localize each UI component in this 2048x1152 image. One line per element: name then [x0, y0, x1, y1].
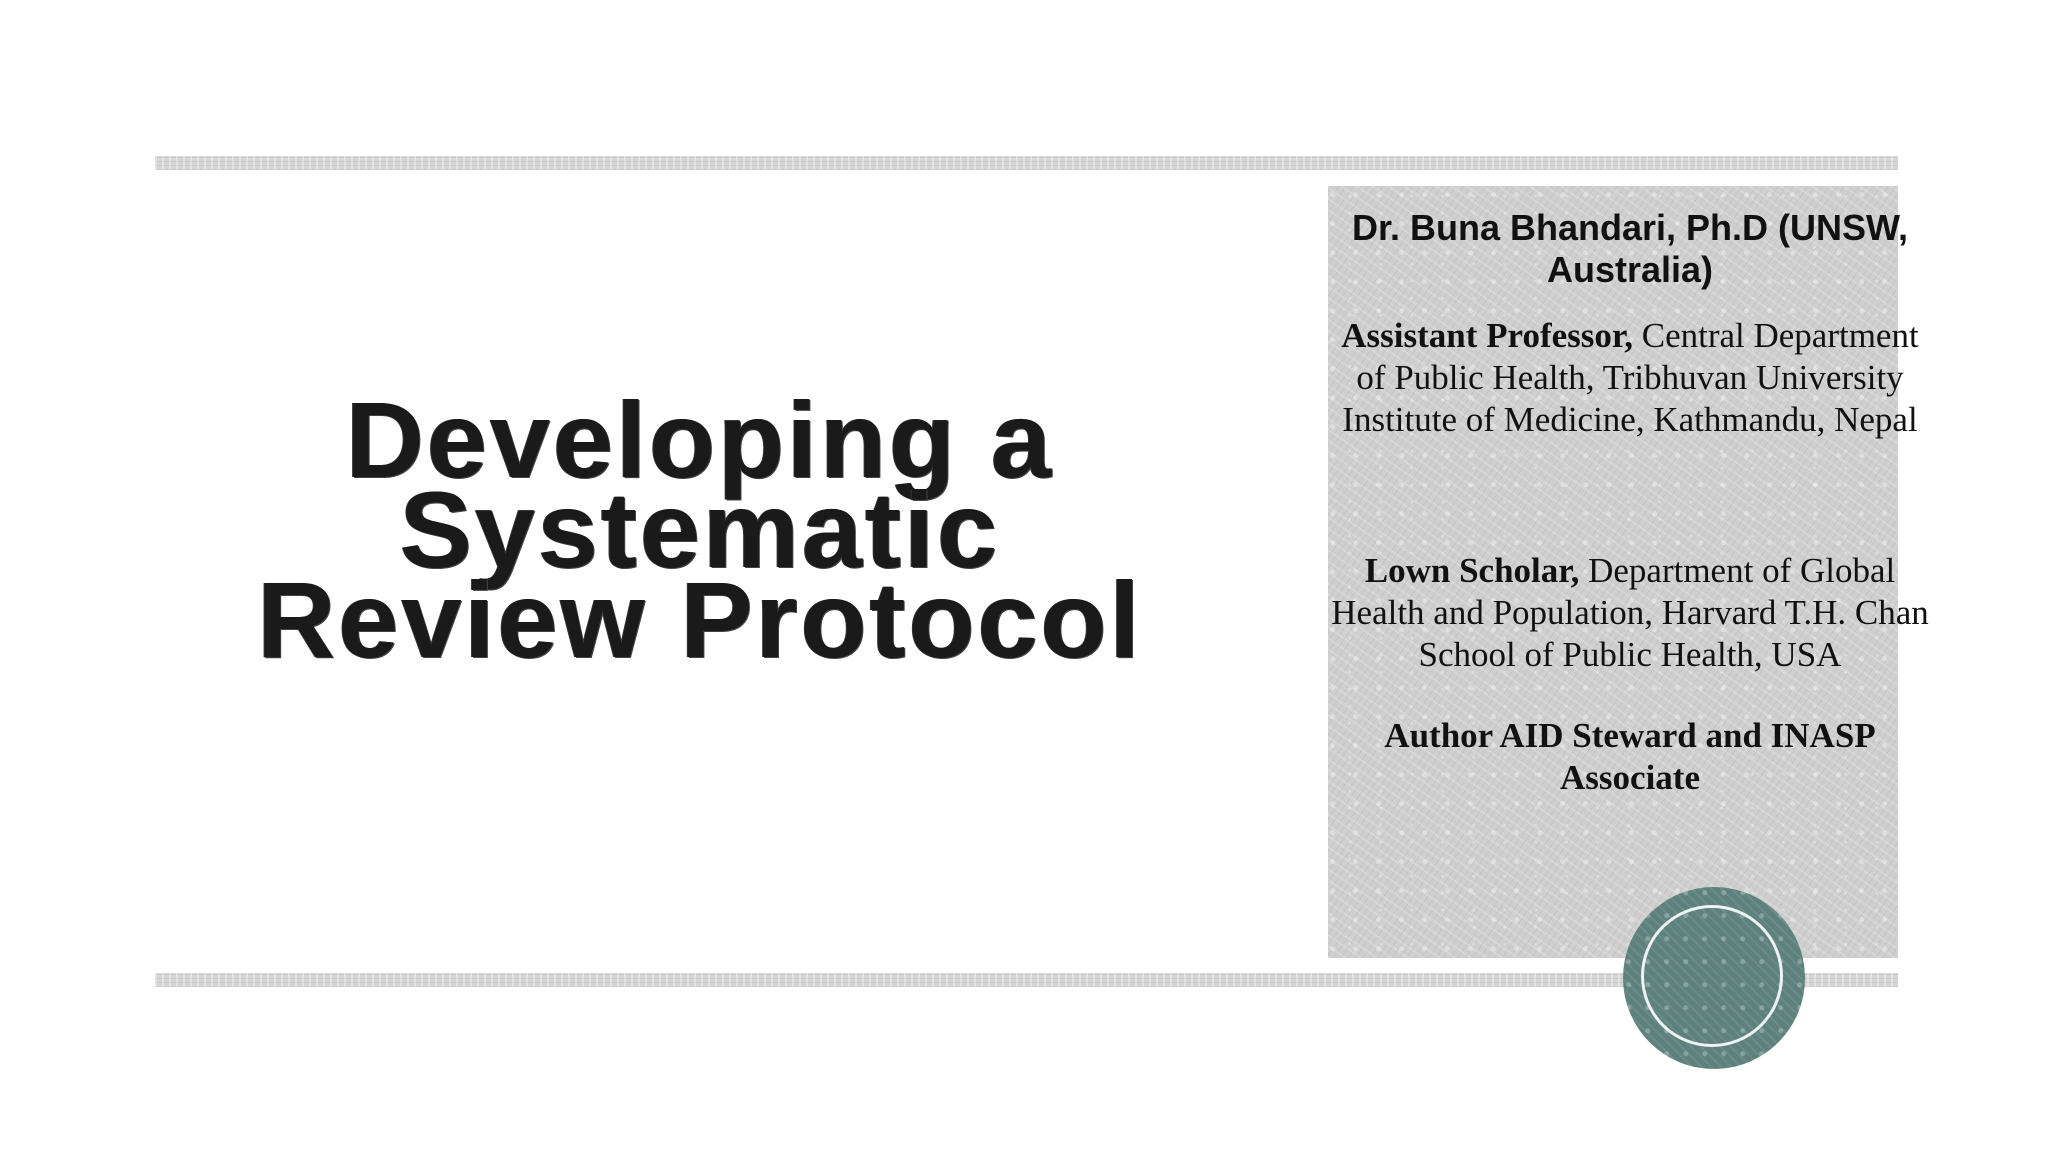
title-line-2: Systematic — [399, 469, 1001, 590]
affiliation-role: Lown Scholar, — [1364, 551, 1580, 590]
affiliation-detail: Central Department of Public Health, Tribhuvan University Institute of Medicine, Kathmandu, Nepal — [1342, 316, 1919, 439]
affiliation-role: Author AID Steward and INASP Associate — [1384, 716, 1876, 797]
slide-title — [120, 379, 1280, 680]
decorative-circle-ring — [1641, 905, 1783, 1047]
affiliation-detail: Department of Global Health and Population, Harvard T.H. Chan School of Public Health, USA — [1331, 551, 1929, 674]
affiliation-authoraid — [1325, 715, 1935, 799]
title-line-1: Developing a — [345, 379, 1055, 500]
affiliation-assistant-professor — [1325, 315, 1935, 441]
affiliation-lown-scholar — [1325, 550, 1935, 676]
top-divider-rule — [155, 156, 1898, 170]
title-line-3: Review Protocol — [257, 559, 1143, 680]
author-name: Dr. Buna Bhandari, Ph.D (UNSW, Australia) — [1351, 207, 1909, 290]
affiliation-role: Assistant Professor, — [1341, 316, 1633, 355]
